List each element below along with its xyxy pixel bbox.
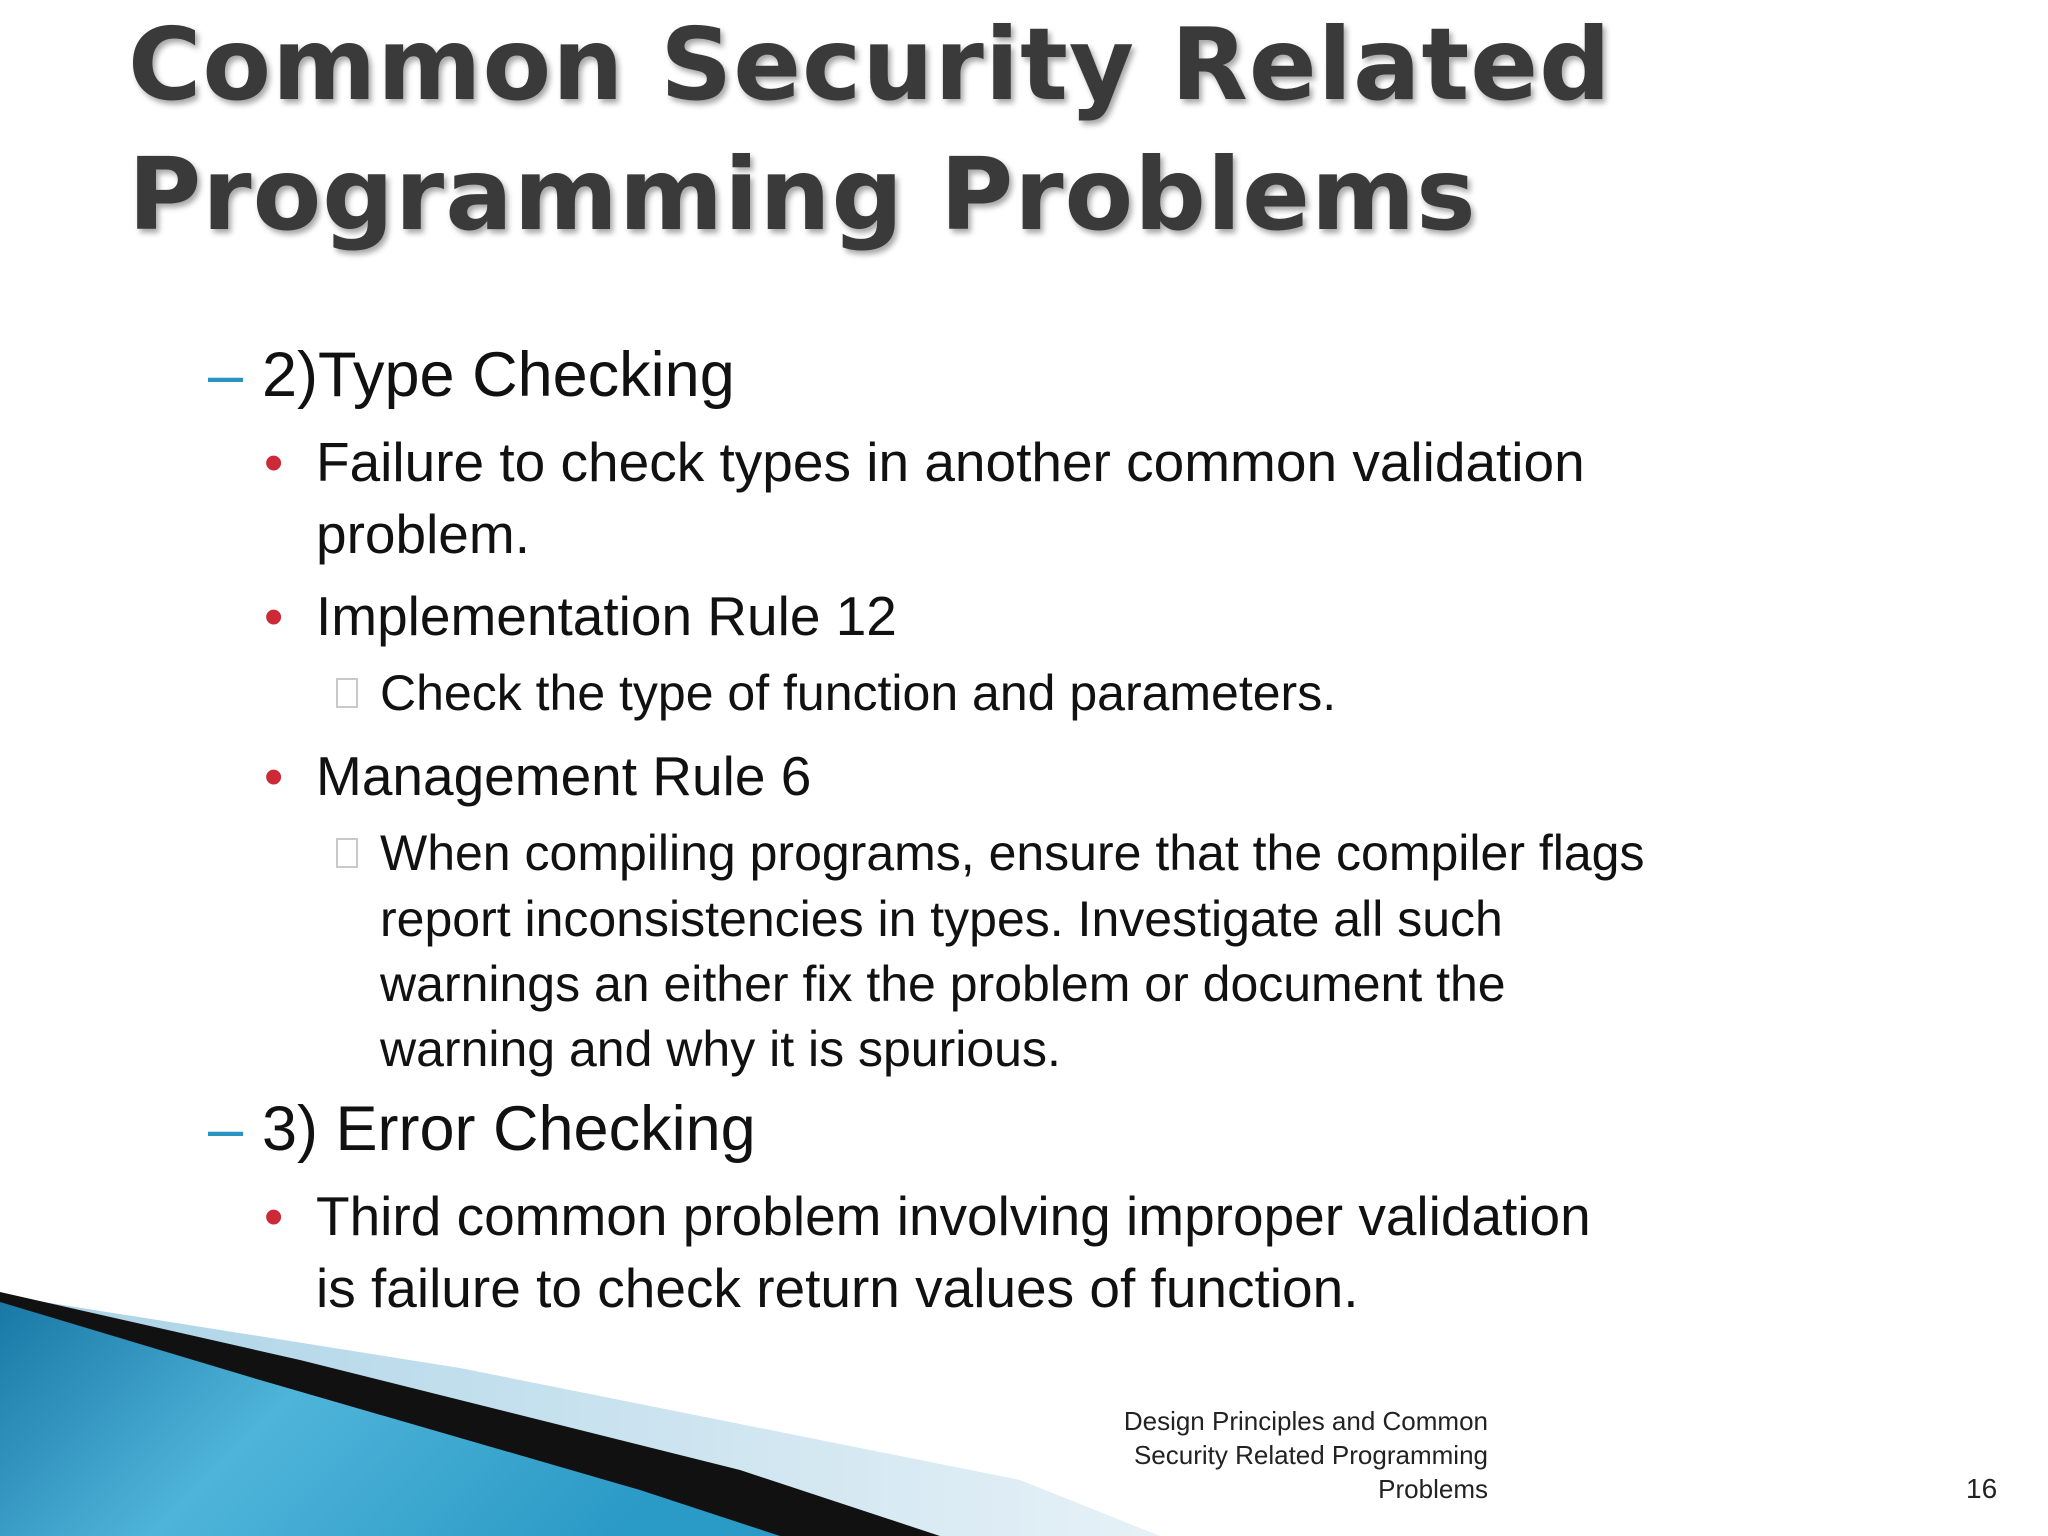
section-heading-type-checking: 2)Type Checking bbox=[262, 340, 735, 410]
sub-bullet-text-line: When compiling programs, ensure that the compiler flags bbox=[380, 825, 1645, 881]
sub-bullet-text-line: warning and why it is spurious. bbox=[380, 1021, 1061, 1077]
dash-marker: – bbox=[208, 1094, 244, 1164]
sub-bullet-box-icon bbox=[336, 678, 358, 713]
slide-footer bbox=[968, 1404, 1488, 1506]
footer-line: Problems bbox=[1378, 1474, 1488, 1504]
bullet-text-line: Implementation Rule 12 bbox=[316, 585, 897, 647]
section-heading-error-checking: 3) Error Checking bbox=[262, 1094, 756, 1164]
title-line-1: Common Security Related bbox=[128, 6, 1612, 123]
bullet-text-line: Failure to check types in another common validation bbox=[316, 431, 1585, 493]
sub-bullet-box-icon bbox=[336, 838, 358, 873]
bullet-text-line: problem. bbox=[316, 503, 530, 565]
sub-bullet-text-line: report inconsistencies in types. Investigate all such bbox=[380, 891, 1503, 947]
bullet-text-line: Third common problem involving improper validation bbox=[316, 1185, 1591, 1247]
footer-line: Security Related Programming bbox=[1133, 1440, 1488, 1470]
page-number: 16 bbox=[1966, 1473, 1998, 1504]
bullet-text-line: Management Rule 6 bbox=[316, 745, 812, 807]
sub-bullet-text-line: Check the type of function and parameters. bbox=[380, 665, 1337, 721]
bullet-dot: • bbox=[264, 745, 284, 807]
bullet-dot: • bbox=[264, 431, 284, 493]
dash-marker: – bbox=[208, 340, 244, 410]
sub-bullet-text-line: warnings an either fix the problem or document the bbox=[380, 956, 1506, 1012]
footer-line: Design Principles and Common bbox=[1123, 1406, 1488, 1436]
bullet-dot: • bbox=[264, 1185, 284, 1247]
title-line-2: Programming Problems bbox=[128, 136, 1477, 253]
bullet-dot: • bbox=[264, 585, 284, 647]
bullet-text-line: is failure to check return values of function. bbox=[316, 1257, 1359, 1319]
